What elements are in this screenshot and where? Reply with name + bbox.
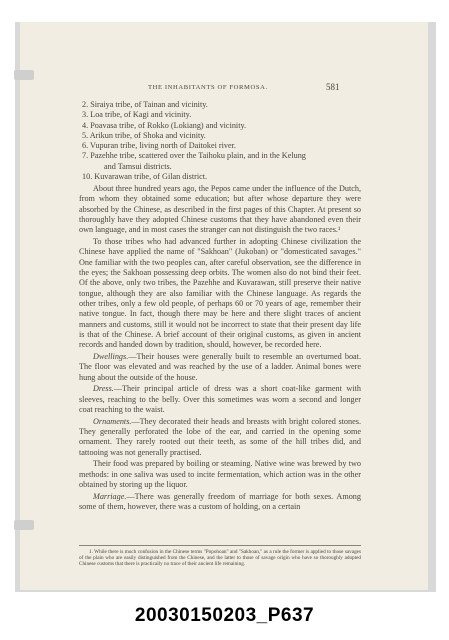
paragraph	[79, 417, 361, 458]
paragraph-heading: Dress.	[93, 384, 114, 394]
binding-clip-bottom	[14, 520, 34, 530]
paragraph	[79, 237, 361, 351]
binding-clip-top	[14, 70, 34, 80]
list-item: 5. Arikun tribe, of Shoka and vicinity.	[82, 130, 206, 140]
paragraph-text: —There was generally freedom of marriage for both sexes. Among some of them, however, there was a custom of holding, on a certain	[79, 491, 361, 512]
body-text	[79, 184, 361, 514]
list-item: 7. Pazehhe tribe, scattered over the Taihoku plain, and in the Kelung	[82, 151, 306, 161]
paragraph-text: —They decorated their heads and breasts with bright colored stones. They generally perforated the lobe of the ear, and carried in the opening some ornament. They rarely rooted out their teeth, as some of the hill tribes did, and tattooing was not generally practised.	[79, 416, 361, 457]
paragraph-heading: Dwellings.	[93, 352, 129, 362]
paragraph-text: To those tribes who had advanced further in adopting Chinese civilization the Chinese have applied the name of "Sakhoan" (Jukoban) or "domesticated savages." One familiar with the two peoples can, after careful observation, see the difference in the eyes; the Sakhoan possessing deep orbits. The women also do not bind their feet. Of the above, only two tribes, the Pazehhe and Kuvarawan, still preserve their native tongue, although they are also familiar with the Chinese language. As regards the other tribes, only a few old people, of perhaps 60 or 70 years of age, remember their native tongue. In fact, though there may be here and there slight traces of ancient manners and customs, still it would not be incorrect to state that their present day life is that of the Chinese. A brief account of their original customs, as given in ancient records and handed down by tradition, should, however, be recorded here.	[79, 237, 361, 350]
paragraph-heading: Marriage.	[93, 491, 127, 501]
running-head: THE INHABITANTS OF FORMOSA.	[148, 84, 268, 91]
paragraph	[79, 459, 361, 490]
list-item-continuation: and Tamsui districts.	[104, 161, 172, 171]
list-item: 6. Vupuran tribe, living north of Daitokei river.	[82, 141, 236, 151]
footnote-divider	[79, 545, 361, 546]
list-item: 10. Kuvarawan tribe, of Gilan district.	[82, 172, 208, 182]
list-item: 4. Poavasa tribe, of Rokko (Lokiang) and vicinity.	[82, 120, 247, 130]
paragraph-text: Their food was prepared by boiling or steaming. Native wine was brewed by two methods: in one saliva was used to incite fermentation, which action was in the other obtained by storing up the liquor.	[79, 459, 361, 490]
paragraph-text: —Their principal article of dress was a short coat-like garment with sleeves, reaching to the belly. Over this sometimes was worn a second and longer coat reaching to the waist.	[79, 384, 361, 415]
page-number: 581	[326, 82, 340, 92]
footnote: 1. While there is much confusion in the Chinese terms "Popohoan" and "Sakhoan," as a rule the former is applied to those savages of the plain who are easily distinguished from the Chinese, and the latter to those of savage origin who have so thoroughly adopted Chinese customs that there is practically no trace of their ancient life remaining.	[79, 549, 361, 568]
paragraph-text: —Their houses were generally built to resemble an overturned boat. The floor was elevated and was reached by the use of a ladder. Animal bones were hung about the outside of the house.	[79, 352, 361, 382]
list-item: 2. Siraiya tribe, of Tainan and vicinity.	[82, 100, 208, 109]
paragraph	[79, 492, 361, 513]
paragraph	[79, 184, 361, 236]
paragraph-heading: Ornaments.	[93, 416, 132, 426]
paragraph-text: About three hundred years ago, the Pepos came under the influence of the Dutch, from whom they obtained some education; but after whose departure they were absorbed by the Chinese, as described in the first pages of this Chapter. At present so thoroughly have they adopted Chinese customs that they have abandoned even their own language, and in most cases the stranger can not distinguish the two races.¹	[79, 184, 361, 235]
tribe-list	[82, 100, 358, 182]
paragraph	[79, 352, 361, 383]
image-id-caption: 20030150203_P637	[134, 605, 315, 626]
list-item: 3. Loa tribe, of Kagi and vicinity.	[82, 110, 192, 120]
paragraph	[79, 384, 361, 415]
